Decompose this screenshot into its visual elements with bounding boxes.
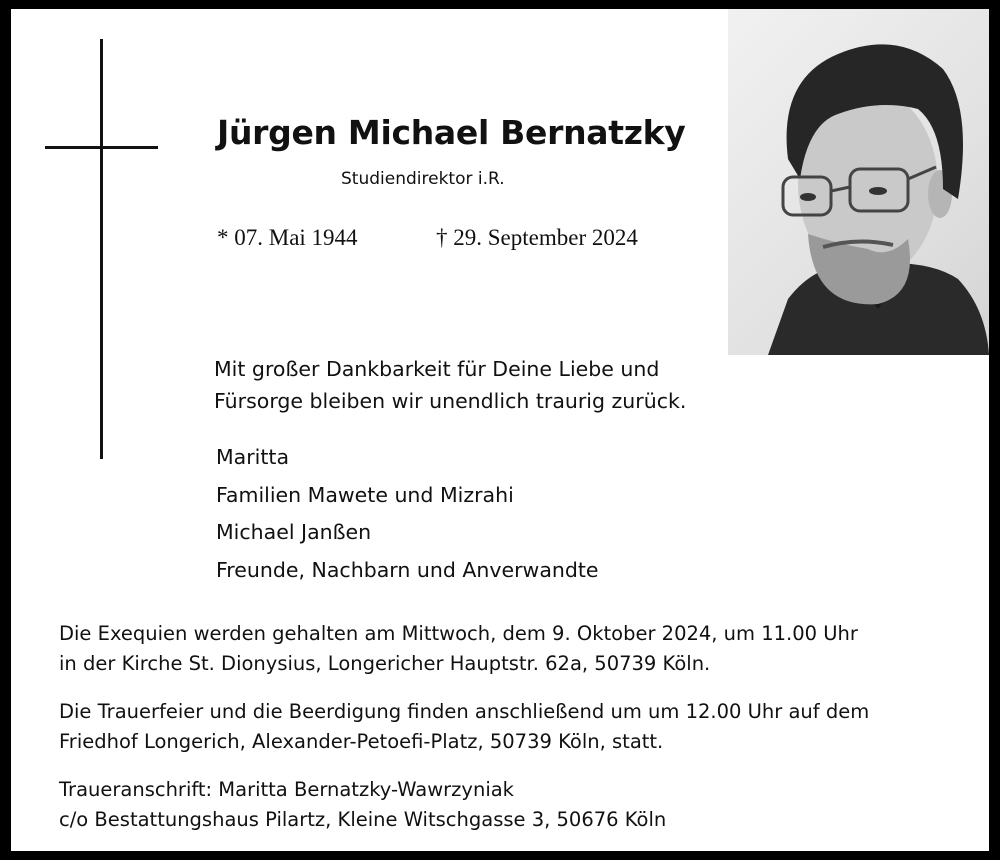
mourner-item: Michael Janßen — [216, 520, 372, 544]
quote-line: Mit großer Dankbarkeit für Deine Liebe und — [214, 357, 660, 381]
exequien-notice — [59, 619, 989, 679]
address-line: c/o Bestattungshaus Pilartz, Kleine Witschgasse 3, 50676 Köln — [59, 808, 667, 831]
quote-line: Fürsorge bleiben wir unendlich traurig zurück. — [214, 389, 687, 413]
notice-line: in der Kirche St. Dionysius, Longericher Hauptstr. 62a, 50739 Köln. — [59, 652, 711, 675]
notice-line: Friedhof Longerich, Alexander-Petoefi-Platz, 50739 Köln, statt. — [59, 730, 664, 753]
mourner-item: Familien Mawete und Mizrahi — [216, 482, 514, 507]
burial-notice — [59, 697, 989, 757]
cross-icon — [100, 39, 103, 459]
deceased-name: Jürgen Michael Bernatzky — [217, 113, 686, 152]
birth-date: * 07. Mai 1944 — [217, 225, 358, 250]
mourners-list — [216, 439, 599, 589]
mourning-address — [59, 775, 989, 835]
deceased-title: Studiendirektor i.R. — [341, 169, 505, 189]
notice-line: Die Exequien werden gehalten am Mittwoch, dem 9. Oktober 2024, um 11.00 Uhr — [59, 622, 858, 645]
portrait-photo — [728, 9, 989, 355]
mourner-item: Freunde, Nachbarn und Anverwandte — [216, 557, 599, 582]
death-date: † 29. September 2024 — [436, 225, 638, 250]
cross-icon-bar — [45, 146, 158, 149]
obituary-card — [11, 9, 989, 851]
address-line: Traueranschrift: Maritta Bernatzky-Wawrzyniak — [59, 778, 514, 801]
mourner-item: Maritta — [216, 445, 290, 469]
mourning-quote — [214, 353, 734, 417]
notice-line: Die Trauerfeier und die Beerdigung finden anschließend um um 12.00 Uhr auf dem — [59, 700, 870, 723]
